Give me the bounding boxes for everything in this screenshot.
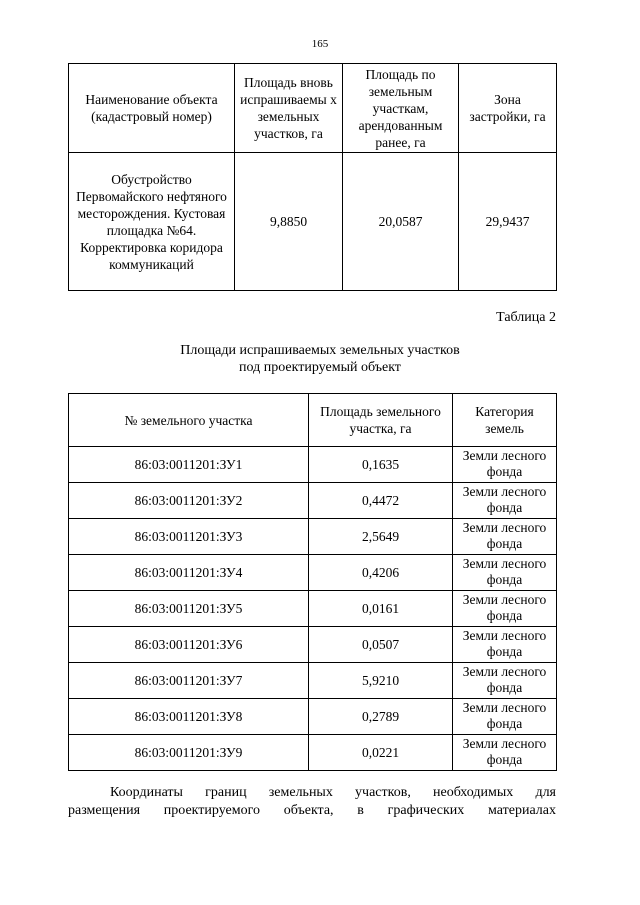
plot-area-cell: 0,0221 [309, 735, 453, 771]
table-title [0, 342, 640, 376]
plot-number-cell: 86:03:0011201:ЗУ1 [69, 447, 309, 483]
page-number: 165 [311, 38, 329, 50]
land-category-cell: Земли лесного фонда [453, 483, 557, 519]
leased-area-cell: 20,0587 [343, 153, 459, 291]
paragraph-line: Координаты границ земельных участков, необходимых для [110, 785, 556, 800]
plot-number-cell: 86:03:0011201:ЗУ3 [69, 519, 309, 555]
table-row [69, 483, 557, 519]
plot-number-cell: 86:03:0011201:ЗУ5 [69, 591, 309, 627]
table-title-line: Площади испрашиваемых земельных участков [180, 343, 460, 358]
header-plot-area: Площадь земельного участка, га [309, 394, 453, 447]
header-leased-area: Площадь по земельным участкам, арендованным ранее, га [343, 64, 459, 153]
table-title-line: под проектируемый объект [239, 360, 401, 375]
table-row [69, 591, 557, 627]
plot-number-cell: 86:03:0011201:ЗУ7 [69, 663, 309, 699]
table-row [69, 153, 557, 291]
land-category-cell: Земли лесного фонда [453, 735, 557, 771]
header-land-category: Категория земель [453, 394, 557, 447]
plot-area-cell: 0,4206 [309, 555, 453, 591]
object-name-cell: Обустройство Первомайского нефтяного месторождения. Кустовая площадка №64. Корректировка коридора коммуникаций [69, 153, 235, 291]
plot-area-cell: 0,1635 [309, 447, 453, 483]
land-plots-table [68, 393, 557, 771]
land-category-cell: Земли лесного фонда [453, 699, 557, 735]
plot-area-cell: 0,2789 [309, 699, 453, 735]
new-area-cell: 9,8850 [235, 153, 343, 291]
body-paragraph [68, 784, 556, 820]
plot-area-cell: 2,5649 [309, 519, 453, 555]
plot-number-cell: 86:03:0011201:ЗУ6 [69, 627, 309, 663]
table-header-row [69, 394, 557, 447]
land-category-cell: Земли лесного фонда [453, 627, 557, 663]
table-header-row [69, 64, 557, 153]
zone-cell: 29,9437 [459, 153, 557, 291]
table-row [69, 663, 557, 699]
plot-area-cell: 0,4472 [309, 483, 453, 519]
table-row [69, 555, 557, 591]
land-category-cell: Земли лесного фонда [453, 447, 557, 483]
land-category-cell: Земли лесного фонда [453, 555, 557, 591]
paragraph-line: размещения проектируемого объекта, в графических материалах [68, 803, 556, 818]
header-new-area: Площадь вновь испрашиваемы х земельных участков, га [235, 64, 343, 153]
plot-number-cell: 86:03:0011201:ЗУ8 [69, 699, 309, 735]
table-row [69, 699, 557, 735]
plot-number-cell: 86:03:0011201:ЗУ4 [69, 555, 309, 591]
land-category-cell: Земли лесного фонда [453, 519, 557, 555]
plot-area-cell: 0,0507 [309, 627, 453, 663]
plot-number-cell: 86:03:0011201:ЗУ2 [69, 483, 309, 519]
header-plot-number: № земельного участка [69, 394, 309, 447]
header-zone: Зона застройки, га [459, 64, 557, 153]
land-category-cell: Земли лесного фонда [453, 591, 557, 627]
table-row [69, 447, 557, 483]
plot-number-cell: 86:03:0011201:ЗУ9 [69, 735, 309, 771]
table-row [69, 735, 557, 771]
table-row [69, 519, 557, 555]
header-object-name: Наименование объекта (кадастровый номер) [69, 64, 235, 153]
plot-area-cell: 0,0161 [309, 591, 453, 627]
plot-area-cell: 5,9210 [309, 663, 453, 699]
land-category-cell: Земли лесного фонда [453, 663, 557, 699]
table-row [69, 627, 557, 663]
table-caption: Таблица 2 [496, 310, 556, 325]
object-area-table [68, 63, 557, 291]
